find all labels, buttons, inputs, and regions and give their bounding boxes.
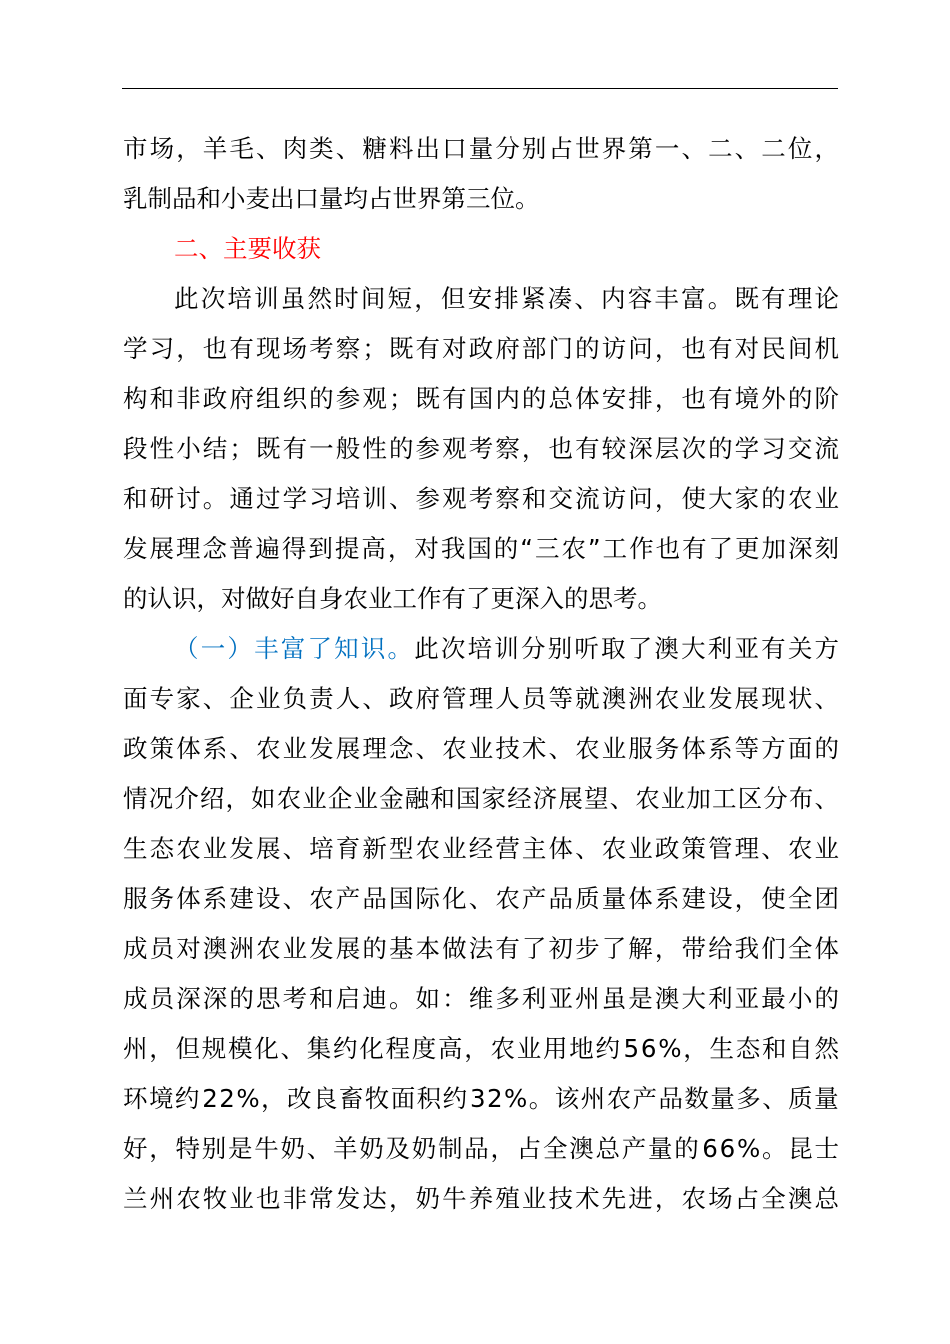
text-line: （ 一 ） 丰 富 了 知 识 。 此 次 培 训 分 别 听 取 了 澳 大 利 亚 有 关 方 <box>174 634 839 663</box>
text-line: 学 习 ， 也 有 现 场 考 察 ； 既 有 对 政 府 部 门 的 访 问 ， 也 有 对 民 间 机 <box>123 334 839 363</box>
text-line: 服 务 体 系 建 设 、 农 产 品 国 际 化 、 农 产 品 质 量 体 系 建 设 ， 使 全 团 <box>123 884 839 913</box>
text-line: 好 ， 特 别 是 牛 奶 、 羊 奶 及 奶 制 品 ， 占 全 澳 总 产 量 的 6 6 % 。 昆 士 <box>123 1134 839 1163</box>
text-line: 面 专 家 、 企 业 负 责 人 、 政 府 管 理 人 员 等 就 澳 洲 农 业 发 展 现 状 、 <box>123 684 839 713</box>
text-line: 兰 州 农 牧 业 也 非 常 发 达 ， 奶 牛 养 殖 业 技 术 先 进 ， 农 场 占 全 澳 总 <box>123 1184 839 1213</box>
section-heading: 二 、 主 要 收 获 <box>174 234 321 263</box>
document-body <box>123 124 839 1224</box>
text-line: 段 性 小 结 ； 既 有 一 般 性 的 参 观 考 察 ， 也 有 较 深 层 次 的 学 习 交 流 <box>123 434 839 463</box>
text-line: 市 场 ， 羊 毛 、 肉 类 、 糖 料 出 口 量 分 别 占 世 界 第 一 、 二 、 二 位 ， <box>123 134 839 163</box>
text-line: 此 次 培 训 虽 然 时 间 短 ， 但 安 排 紧 凑 、 内 容 丰 富 。 既 有 理 论 <box>174 284 839 313</box>
text-line: 发 展 理 念 普 遍 得 到 提 高 ， 对 我 国 的 “ 三 农 ” 工 作 也 有 了 更 加 深 刻 <box>123 534 839 563</box>
text-line: 成 员 深 深 的 思 考 和 启 迪 。 如 ： 维 多 利 亚 州 虽 是 澳 大 利 亚 最 小 的 <box>123 984 839 1013</box>
text-line: 构 和 非 政 府 组 织 的 参 观 ； 既 有 国 内 的 总 体 安 排 ， 也 有 境 外 的 阶 <box>123 384 839 413</box>
header-divider <box>122 88 838 89</box>
text-line: 州 ， 但 规 模 化 、 集 约 化 程 度 高 ， 农 业 用 地 约 5 6 % ， 生 态 和 自 然 <box>123 1034 839 1063</box>
text-line: 成 员 对 澳 洲 农 业 发 展 的 基 本 做 法 有 了 初 步 了 解 ， 带 给 我 们 全 体 <box>123 934 839 963</box>
text-line: 情 况 介 绍 ， 如 农 业 企 业 金 融 和 国 家 经 济 展 望 、 农 业 加 工 区 分 布 、 <box>123 784 839 813</box>
text-line: 乳 制 品 和 小 麦 出 口 量 均 占 世 界 第 三 位 。 <box>123 184 540 213</box>
text-line: 和 研 讨 。 通 过 学 习 培 训 、 参 观 考 察 和 交 流 访 问 ， 使 大 家 的 农 业 <box>123 484 839 513</box>
text-line: 环 境 约 2 2 % ， 改 良 畜 牧 面 积 约 3 2 % 。 该 州 农 产 品 数 量 多 、 质 量 <box>123 1084 839 1113</box>
text-line: 生 态 农 业 发 展 、 培 育 新 型 农 业 经 营 主 体 、 农 业 政 策 管 理 、 农 业 <box>123 834 839 863</box>
text-line: 的 认 识 ， 对 做 好 自 身 农 业 工 作 有 了 更 深 入 的 思 考 。 <box>123 584 662 613</box>
text-line: 政 策 体 系 、 农 业 发 展 理 念 、 农 业 技 术 、 农 业 服 务 体 系 等 方 面 的 <box>123 734 839 763</box>
